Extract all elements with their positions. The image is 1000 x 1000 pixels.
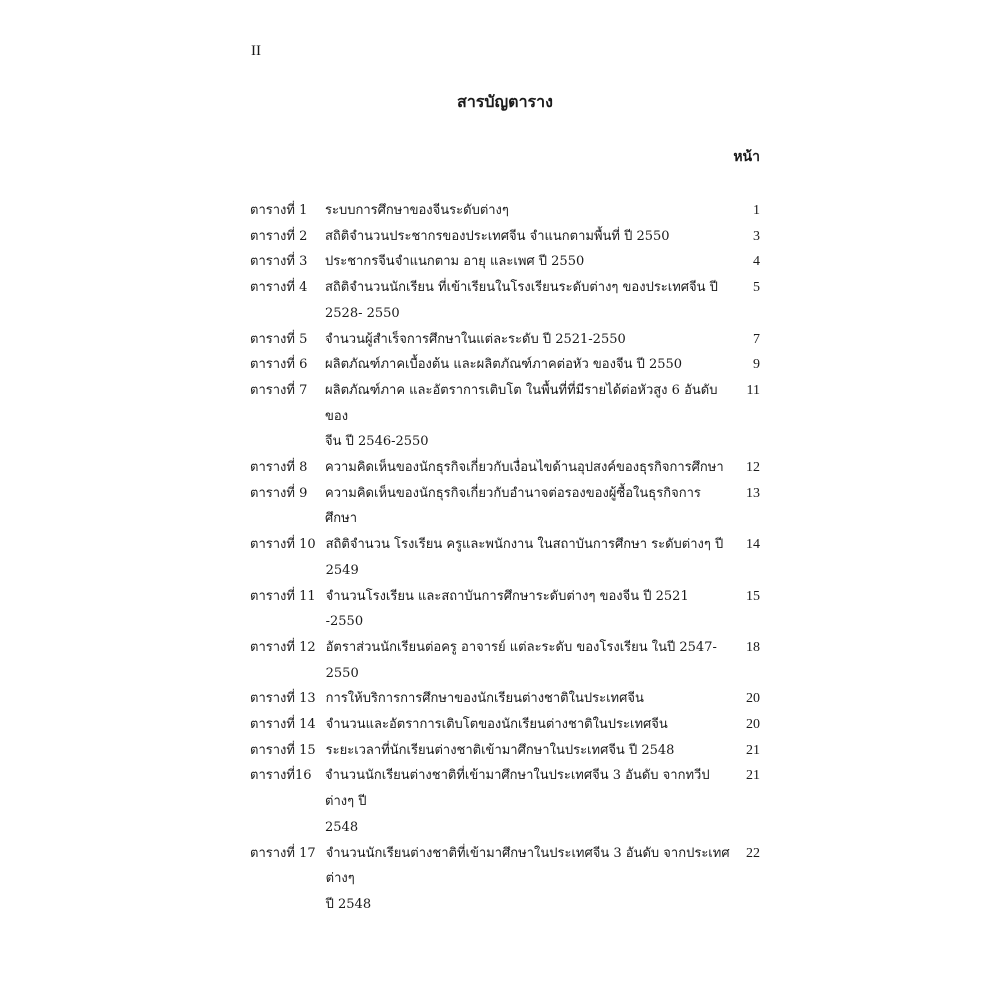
toc-entry[interactable] [250,481,760,532]
page-ref: 21 [746,768,760,784]
page-ref: 20 [746,717,760,733]
page-ref: 1 [753,203,760,218]
table-label: ตารางที่ 12 [250,639,316,655]
toc-entry[interactable] [250,584,760,635]
page-ref: 20 [746,691,760,707]
table-title [325,198,730,224]
toc-entry[interactable] [250,532,760,583]
table-label: ตารางที่ 1 [250,203,308,218]
table-title-line: ระบบการศึกษาของจีนระดับต่างๆ [325,203,509,218]
table-title [326,686,730,712]
table-title [325,378,730,455]
toc-entry[interactable] [250,841,760,918]
page-ref: 12 [746,460,760,476]
toc-entry[interactable] [250,378,760,455]
table-title-line: จำนวนนักเรียนต่างชาติที่เข้ามาศึกษาในประเทศจีน 3 อันดับ จากทวีปต่างๆ ปี [325,768,710,810]
table-title-line: ความคิดเห็นของนักธุรกิจเกี่ยวกับเงื่อนไขด้านอุปสงค์ของธุรกิจการศึกษา [325,460,724,476]
table-title [325,481,730,532]
toc-entry[interactable] [250,249,760,275]
table-label: ตารางที่ 15 [250,742,316,758]
table-title-line: 2528- 2550 [325,305,400,321]
table-title [326,635,730,686]
table-title [325,352,730,378]
page-title: สารบัญตาราง [457,92,553,111]
table-title-line: จำนวนผู้สำเร็จการศึกษาในแต่ละระดับ ปี 2521-2550 [325,331,626,347]
table-title [326,584,730,635]
table-title [325,224,730,250]
toc-entry[interactable] [250,763,760,840]
table-label: ตารางที่ 9 [250,485,308,501]
table-label: ตารางที่ 13 [250,691,316,707]
page-ref: 4 [753,254,760,270]
table-title-line: ความคิดเห็นของนักธุรกิจเกี่ยวกับอำนาจต่อรองของผู้ซื้อในธุรกิจการศึกษา [325,485,701,527]
table-label: ตารางที่ 8 [250,460,308,476]
table-title-line: จีน ปี 2546-2550 [325,434,429,450]
table-title-line: สถิติจำนวน โรงเรียน ครูและพนักงาน ในสถาบันการศึกษา ระดับต่างๆ ปี 2549 [325,537,724,578]
table-label: ตารางที่ 2 [250,228,308,244]
table-label: ตารางที่16 [250,768,312,784]
table-title-line: อัตราส่วนนักเรียนต่อครู อาจารย์ แต่ละระดับ ของโรงเรียน ในปี 2547-2550 [325,639,717,681]
page-ref: 11 [746,382,760,398]
table-label: ตารางที่ 11 [250,588,316,604]
toc-entry[interactable] [250,635,760,686]
toc-entry[interactable] [250,224,760,250]
page-ref: 5 [753,280,760,296]
table-label: ตารางที่ 4 [250,280,308,296]
table-title-line: จำนวนนักเรียนต่างชาติที่เข้ามาศึกษาในประเทศจีน 3 อันดับ จากประเทศต่างๆ [325,845,730,887]
table-title [326,738,730,764]
page-column-header: หน้า [733,149,760,165]
table-title-line: ประชากรจีนจำแนกตาม อายุ และเพศ ปี 2550 [325,254,585,270]
table-label: ตารางที่ 5 [250,331,308,347]
table-label: ตารางที่ 14 [250,717,316,733]
toc-entry[interactable] [250,198,760,224]
table-title-line: ผลิตภัณฑ์ภาคเบื้องต้น และผลิตภัณฑ์ภาคต่อหัว ของจีน ปี 2550 [325,357,683,373]
table-label: ตารางที่ 7 [250,382,308,398]
page-ref: 7 [753,331,760,347]
table-title-line: ระยะเวลาที่นักเรียนต่างชาติเข้ามาศึกษาในประเทศจีน ปี 2548 [325,742,675,758]
table-title [326,841,730,918]
table-title-line: 2548 [325,819,359,835]
page-ref: 14 [746,537,760,553]
table-title [326,712,730,738]
table-label: ตารางที่ 3 [250,254,308,270]
page-ref: 22 [746,845,760,861]
toc-entry[interactable] [250,275,760,326]
page-ref: 15 [746,588,760,604]
table-title-line: จำนวนโรงเรียน และสถาบันการศึกษาระดับต่างๆ ของจีน ปี 2521 -2550 [325,588,689,630]
table-label: ตารางที่ 10 [250,537,316,553]
table-title [325,455,730,481]
table-title-line: สถิติจำนวนประชากรของประเทศจีน จำแนกตามพื้นที่ ปี 2550 [325,228,670,244]
table-of-contents [250,198,760,918]
toc-entry[interactable] [250,327,760,353]
table-title [325,763,730,840]
table-label: ตารางที่ 17 [250,845,316,861]
toc-entry[interactable] [250,738,760,764]
table-title-line: ผลิตภัณฑ์ภาค และอัตราการเติบโต ในพื้นที่ที่มีรายได้ต่อหัวสูง 6 อันดับของ [325,382,718,424]
table-title-line: การให้บริการการศึกษาของนักเรียนต่างชาติในประเทศจีน [325,691,644,707]
toc-entry[interactable] [250,352,760,378]
toc-entry[interactable] [250,686,760,712]
page-number: II [251,43,261,59]
page-ref: 21 [746,742,760,758]
page-ref: 18 [746,639,760,655]
table-title [326,532,730,583]
table-title-line: สถิติจำนวนนักเรียน ที่เข้าเรียนในโรงเรียนระดับต่างๆ ของประเทศจีน ปี [325,280,718,296]
table-title [325,275,730,326]
table-title [325,327,730,353]
toc-entry[interactable] [250,712,760,738]
table-title-line: จำนวนและอัตราการเติบโตของนักเรียนต่างชาติในประเทศจีน [325,717,668,733]
page-ref: 9 [753,357,760,373]
page-ref: 3 [753,228,760,244]
table-title-line: ปี 2548 [325,896,372,912]
page-ref: 13 [746,485,760,501]
toc-entry[interactable] [250,455,760,481]
table-label: ตารางที่ 6 [250,357,308,373]
table-title [325,249,730,275]
